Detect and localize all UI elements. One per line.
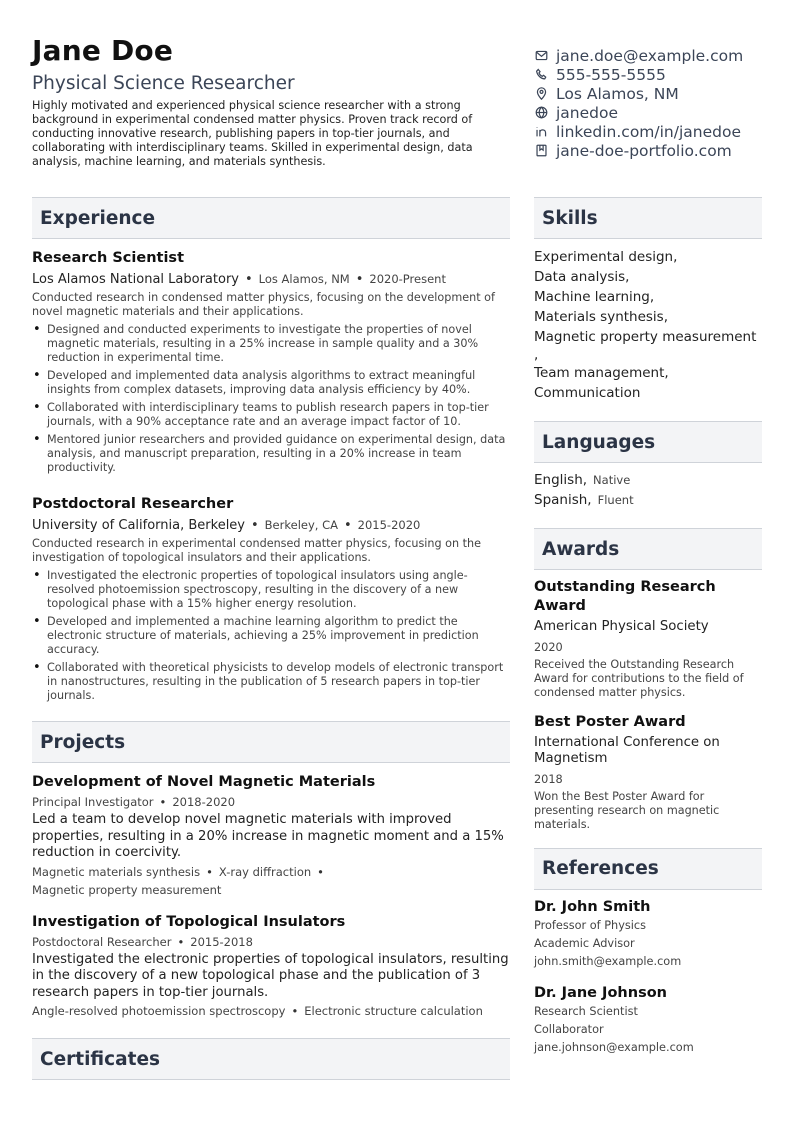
- project-tag: X-ray diffraction: [218, 864, 312, 879]
- award-item: [534, 713, 762, 832]
- contact-website[interactable]: [534, 103, 784, 122]
- main-column: [32, 197, 510, 1080]
- project-title: Investigation of Topological Insulators: [32, 913, 346, 930]
- project-role: Principal Investigator: [32, 795, 154, 809]
- job-title: Research Scientist: [32, 250, 184, 266]
- skill-item: Team management,: [534, 365, 669, 381]
- job-location: Los Alamos, NM: [258, 272, 350, 286]
- awards-heading: Awards: [534, 528, 762, 570]
- list-item: • Developed and implemented a machine learning algorithm to predict the electronic structure of materials, achieving a 25% improvement in prediction accuracy.: [32, 615, 510, 657]
- experience-heading: Experience: [32, 197, 510, 239]
- project-meta: Postdoctoral Researcher • 2015-2018: [32, 934, 253, 949]
- linkedin-icon: [534, 125, 548, 139]
- job-bullets: [32, 569, 510, 703]
- project-dates: 2018-2020: [172, 795, 236, 809]
- project-tag: Magnetic materials synthesis: [32, 864, 201, 879]
- job-description: Conducted research in condensed matter physics, focusing on the development of novel magnetic materials and their applications.: [32, 291, 495, 318]
- bookmark-icon: [534, 144, 548, 158]
- mail-icon: [534, 49, 548, 63]
- summary-text: Highly motivated and experienced physical science researcher with a strong background in experimental condensed matter physics. Proven track record of conducting innovative research, publishing papers in top-tier journals, and collaborating with interdisciplinary teams. Skilled in experimental design, data analysis, machine learning, and materials synthesis.: [32, 99, 473, 168]
- language-name: English,: [534, 472, 588, 488]
- language-level: Fluent: [597, 493, 634, 507]
- award-year: 2020: [534, 640, 563, 654]
- project-tags: Magnetic materials synthesis • X-ray diffraction • Magnetic property measurement: [32, 864, 324, 897]
- job-org: University of California, Berkeley: [32, 518, 245, 533]
- language-name: Spanish,: [534, 492, 592, 508]
- reference-email[interactable]: jane.johnson@example.com: [534, 1040, 694, 1054]
- linkedin-link[interactable]: linkedin.com/in/janedoe: [556, 122, 741, 141]
- resume-header: [32, 34, 502, 169]
- experience-item: [32, 495, 510, 703]
- project-tag: Magnetic property measurement: [32, 882, 222, 897]
- contact-location: [534, 84, 784, 103]
- portfolio-link[interactable]: jane-doe-portfolio.com: [556, 141, 732, 160]
- experience-item: [32, 249, 510, 475]
- skill-item: Materials synthesis,: [534, 309, 669, 325]
- language-item: [534, 470, 762, 490]
- project-description: Investigated the electronic properties of topological insulators, resulting in the discovery of a new topological phase and the publication of 3 research papers in top-tier journals.: [32, 951, 509, 1000]
- project-tag: Angle-resolved photoemission spectroscopy: [32, 1004, 286, 1018]
- list-item: • Investigated the electronic properties of topological insulators using angle-resolved photoemission spectroscopy, resulting in the discovery of a new topological phase with a 15% higher energy resolution.: [32, 569, 510, 611]
- project-dates: 2015-2018: [190, 934, 253, 949]
- project-title: Development of Novel Magnetic Materials: [32, 774, 376, 790]
- project-tags: Angle-resolved photoemission spectroscopy • Electronic structure calculation: [32, 1004, 483, 1018]
- languages-list: [534, 470, 762, 510]
- skills-heading: Skills: [534, 197, 762, 239]
- skill-item: Experimental design,: [534, 249, 678, 265]
- certificates-heading: Certificates: [32, 1038, 510, 1080]
- award-year: 2018: [534, 772, 563, 786]
- candidate-title: Physical Science Researcher: [32, 73, 295, 94]
- candidate-name: Jane Doe: [32, 34, 174, 67]
- list-item: • Designed and conducted experiments to investigate the properties of novel magnetic materials, resulting in a 25% increase in sample quality and a 30% reduction in experimental time.: [32, 323, 510, 365]
- reference-name: Dr. John Smith: [534, 898, 651, 915]
- phone-icon: [534, 68, 548, 82]
- project-meta: Principal Investigator • 2018-2020: [32, 795, 236, 809]
- reference-name: Dr. Jane Johnson: [534, 984, 667, 1001]
- job-meta: University of California, Berkeley • Berkeley, CA • 2015-2020: [32, 518, 421, 533]
- location-pin-icon: [534, 87, 548, 101]
- list-item: • Collaborated with interdisciplinary teams to publish research papers in top-tier journals, with a 90% acceptance rate and an average impact factor of 10.: [32, 401, 510, 429]
- contact-portfolio[interactable]: [534, 141, 784, 160]
- award-title: Best Poster Award: [534, 713, 686, 730]
- job-dates: 2020-Present: [369, 272, 446, 286]
- list-item: • Developed and implemented data analysis algorithms to extract meaningful insights from complex datasets, improving data analysis efficiency by 40%.: [32, 369, 510, 397]
- phone-text[interactable]: 555-555-5555: [556, 65, 666, 84]
- job-meta: Los Alamos National Laboratory • Los Alamos, NM • 2020-Present: [32, 272, 446, 287]
- job-description: Conducted research in experimental condensed matter physics, focusing on the investigation of topological insulators and their applications.: [32, 537, 482, 564]
- list-item: • Collaborated with theoretical physicists to develop models of electronic transport in nanostructures, resulting in the publication of 5 research papers in top-tier journals.: [32, 661, 510, 703]
- contact-email[interactable]: [534, 46, 784, 65]
- project-description: Led a team to develop novel magnetic materials with improved properties, resulting in a 20% increase in magnetic moment and a 15% reduction in coercivity.: [32, 812, 504, 860]
- award-org: International Conference on Magnetism: [534, 734, 720, 766]
- skill-item: Machine learning,: [534, 289, 655, 305]
- references-heading: References: [534, 848, 762, 890]
- website-link[interactable]: janedoe: [556, 103, 619, 122]
- project-role: Postdoctoral Researcher: [32, 934, 172, 949]
- language-item: [534, 490, 762, 510]
- project-item: [32, 913, 510, 1021]
- contact-phone[interactable]: [534, 65, 784, 84]
- job-title: Postdoctoral Researcher: [32, 496, 234, 512]
- location-text: Los Alamos, NM: [556, 84, 679, 103]
- reference-email[interactable]: john.smith@example.com: [534, 954, 682, 968]
- job-dates: 2015-2020: [357, 518, 421, 532]
- job-org: Los Alamos National Laboratory: [32, 272, 239, 287]
- skills-list: [534, 247, 762, 403]
- job-bullets: [32, 323, 510, 475]
- globe-icon: [534, 106, 548, 120]
- reference-position: Research Scientist: [534, 1004, 638, 1018]
- skill-item: Communication: [534, 385, 641, 401]
- award-description: Won the Best Poster Award for presenting research on magnetic materials.: [534, 789, 720, 831]
- side-column: [534, 197, 762, 1057]
- award-description: Received the Outstanding Research Award for contributions to the field of condensed matter physics.: [534, 657, 744, 699]
- project-item: [32, 773, 510, 899]
- contact-list: [534, 46, 784, 160]
- skill-item: ,: [534, 347, 539, 363]
- award-item: [534, 578, 762, 700]
- award-title: Outstanding Research Award: [534, 579, 716, 614]
- reference-position: Professor of Physics: [534, 918, 647, 932]
- skill-item: Magnetic property measurement: [534, 329, 757, 345]
- email-link[interactable]: jane.doe@example.com: [556, 46, 744, 65]
- languages-heading: Languages: [534, 421, 762, 463]
- projects-heading: Projects: [32, 721, 510, 763]
- language-level: Native: [593, 473, 631, 487]
- award-org: American Physical Society: [534, 619, 709, 634]
- project-tag: Electronic structure calculation: [304, 1004, 483, 1018]
- reference-relation: Collaborator: [534, 1022, 604, 1036]
- skill-item: Data analysis,: [534, 269, 630, 285]
- contact-linkedin[interactable]: [534, 122, 784, 141]
- list-item: • Mentored junior researchers and provided guidance on experimental design, data analysis, and manuscript preparation, resulting in a 20% increase in team productivity.: [32, 433, 510, 475]
- reference-relation: Academic Advisor: [534, 936, 635, 950]
- reference-item: [534, 898, 762, 971]
- job-location: Berkeley, CA: [264, 518, 338, 532]
- reference-item: [534, 984, 762, 1057]
